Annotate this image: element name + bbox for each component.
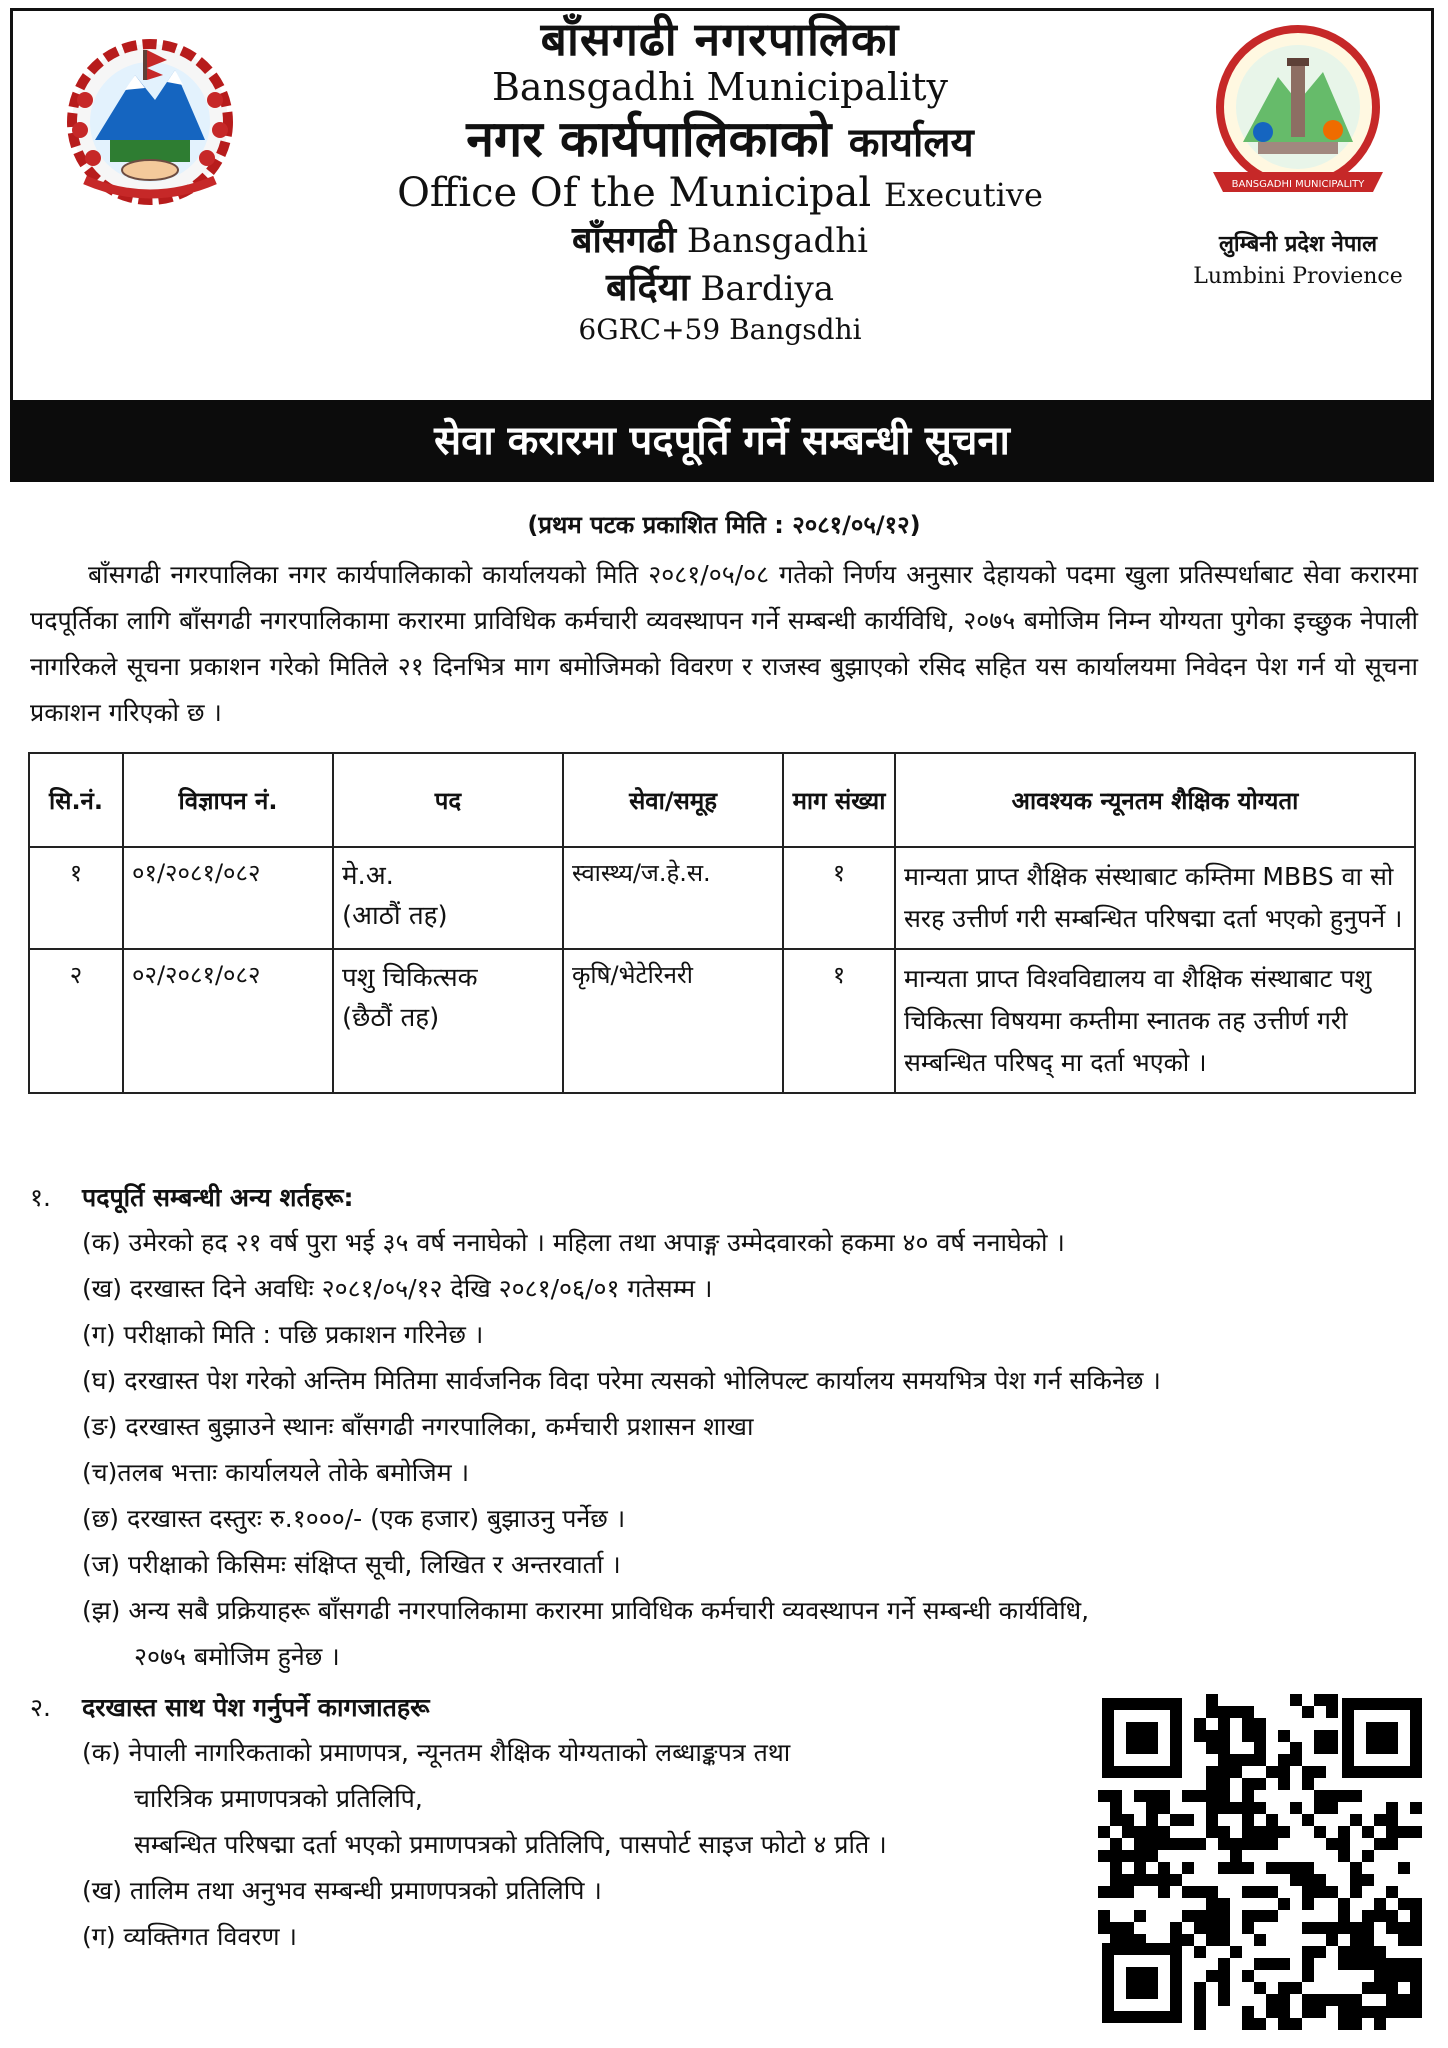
conditions-section [30, 1180, 1420, 1680]
documents-section [30, 1690, 1090, 1960]
svg-text:BANSGADHI MUNICIPALITY: BANSGADHI MUNICIPALITY [1231, 179, 1365, 190]
cell-post: पशु चिकित्सक (छैठौं तह) [333, 949, 563, 1093]
cell-post: मे.अ. (आठौं तह) [333, 847, 563, 949]
list-item: (ङ) दरखास्त बुझाउने स्थानः बाँसगढी नगरपालिका, कर्मचारी प्रशासन शाखा [82, 1412, 754, 1441]
header-title-block [270, 14, 1170, 346]
list-item: (घ) दरखास्त पेश गरेको अन्तिम मितिमा सार्वजनिक विदा परेमा त्यसको भोलिपल्ट कार्यालय समयभित्र पेश गर्न सकिनेछ । [82, 1366, 1161, 1395]
list-item: (ग) परीक्षाको मिति : पछि प्रकाशन गरिनेछ । [82, 1320, 484, 1349]
list-item: (क) नेपाली नागरिकताको प्रमाणपत्र, न्यूनतम शैक्षिक योग्यताको लब्धाङ्कपत्र तथा चारित्रिक प्रमाणपत्रको प्रतिलिपि, सम्बन्धित परिषद्मा दर्ता भएको प्रमाणपत्रको प्रतिलिपि, पासपोर्ट साइज फोटो ४ प्रति । [82, 1738, 887, 1859]
municipality-name-np: बाँसगढी नगरपालिका [540, 12, 900, 66]
col-advert-no: विज्ञापन नं. [123, 753, 333, 847]
province-np: लुम्बिनी प्रदेश नेपाल [1218, 232, 1378, 257]
notice-title-banner: सेवा करारमा पदपूर्ति गर्ने सम्बन्धी सूचना [10, 400, 1434, 482]
province-en: Lumbini Provience [1193, 264, 1403, 289]
list-item: (च)तलब भत्ताः कार्यालयले तोके बमोजिम । [82, 1458, 470, 1487]
col-service: सेवा/समूह [563, 753, 783, 847]
office-name-np: नगर कार्यपालिकाको कार्यालय [466, 110, 974, 169]
municipality-logo-icon [1203, 22, 1393, 222]
list-item: (ख) तालिम तथा अनुभव सम्बन्धी प्रमाणपत्रको प्रतिलिपि । [82, 1876, 602, 1905]
conditions-list [82, 1220, 1420, 1680]
documents-list [82, 1730, 1090, 1960]
list-item: (ख) दरखास्त दिने अवधिः २०८१/०५/१२ देखि २०८१/०६/०१ गतेसम्म । [82, 1274, 713, 1303]
intro-paragraph: बाँसगढी नगरपालिका नगर कार्यपालिकाको कार्यालयको मिति २०८१/०५/०८ गतेको निर्णय अनुसार देहायको पदमा खुला प्रतिस्पर्धाबाट सेवा करारमा पदपूर्तिका लागि बाँसगढी नगरपालिकामा करारमा प्राविधिक कर्मचारी व्यवस्थापन गर्ने सम्बन्धी कार्यविधि, २०७५ बमोजिम निम्न योग्यता पुगेका इच्छुक नेपाली नागरिकले सूचना प्रकाशन गरेको मितिले २१ दिनभित्र माग बमोजिमको विवरण र राजस्व बुझाएको रसिद सहित यस कार्यालयमा निवेदन पेश गर्न यो सूचना प्रकाशन गरिएको छ । [30, 560, 1418, 727]
plus-code: 6GRC+59 Bangsdhi [578, 312, 862, 346]
list-item: (क) उमेरको हद २१ वर्ष पुरा भई ३५ वर्ष ननाघेको । महिला तथा अपाङ्ग उम्मेदवारको हकमा ४० वर्ष ननाघेको । [82, 1228, 1065, 1257]
cell-service: स्वास्थ्य/ज.हे.स. [563, 847, 783, 949]
documents-title: २. दरखास्त साथ पेश गर्नुपर्ने कागजातहरू [30, 1693, 430, 1722]
col-count: माग संख्या [783, 753, 895, 847]
list-item: (झ) अन्य सबै प्रक्रियाहरू बाँसगढी नगरपालिकामा करारमा प्राविधिक कर्मचारी व्यवस्थापन गर्ने सम्बन्धी कार्यविधि, २०७५ बमोजिम हुनेछ । [82, 1596, 1090, 1671]
cell-qualification: मान्यता प्राप्त विश्वविद्यालय वा शैक्षिक संस्थाबाट पशु चिकित्सा विषयमा कम्तीमा स्नातक तह उत्तीर्ण गरी सम्बन्धित परिषद् मा दर्ता भएको । [895, 949, 1415, 1093]
vacancy-table [28, 752, 1416, 1094]
table-row [29, 949, 1415, 1093]
table-header-row [29, 753, 1415, 847]
conditions-title: १. पदपूर्ति सम्बन्धी अन्य शर्तहरू: [30, 1183, 354, 1212]
cell-advert-no: ०१/२०८१/०८२ [123, 847, 333, 949]
cell-count: १ [783, 847, 895, 949]
cell-qualification: मान्यता प्राप्त शैक्षिक संस्थाबाट कम्तिमा MBBS वा सो सरह उत्तीर्ण गरी सम्बन्धित परिषद्मा दर्ता भएको हुनुपर्ने । [895, 847, 1415, 949]
list-item: (ग) व्यक्तिगत विवरण । [82, 1922, 297, 1951]
list-item: (ज) परीक्षाको किसिमः संक्षिप्त सूची, लिखित र अन्तरवार्ता । [82, 1550, 621, 1579]
province-caption [1188, 228, 1408, 289]
cell-count: १ [783, 949, 895, 1093]
table-row [29, 847, 1415, 949]
office-name-en: Office Of the Municipal Executive [397, 170, 1043, 217]
cell-serial: १ [29, 847, 123, 949]
col-post: पद [333, 753, 563, 847]
col-serial: सि.नं. [29, 753, 123, 847]
publication-date: (प्रथम पटक प्रकाशित मिति : २०८१/०५/१२) [527, 511, 921, 539]
cell-serial: २ [29, 949, 123, 1093]
location-line: बाँसगढी Bansgadhi [571, 220, 869, 262]
nepal-emblem-icon [55, 30, 245, 205]
qr-code-icon [1092, 1688, 1432, 2033]
cell-advert-no: ०२/२०८१/०८२ [123, 949, 333, 1093]
cell-service: कृषि/भेटेरिनरी [563, 949, 783, 1093]
col-qualification: आवश्यक न्यूनतम शैक्षिक योग्यता [895, 753, 1415, 847]
list-item: (छ) दरखास्त दस्तुरः रु.१०००/- (एक हजार) बुझाउनु पर्नेछ । [82, 1504, 626, 1533]
municipality-name-en: Bansgadhi Municipality [491, 64, 949, 109]
document-header [0, 0, 1448, 400]
district-line: बर्दिया Bardiya [605, 264, 835, 309]
